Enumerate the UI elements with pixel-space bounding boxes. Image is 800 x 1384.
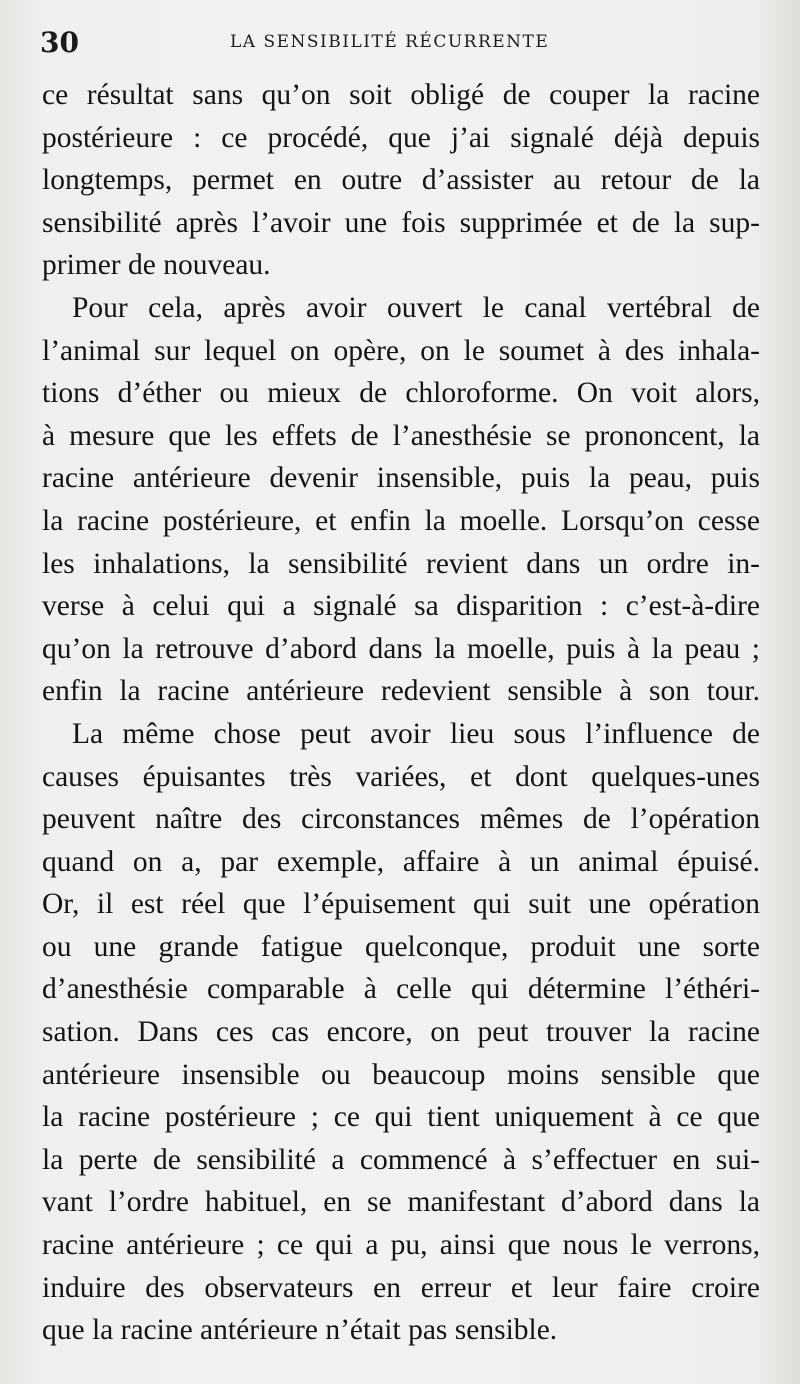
- text-line: vant l’ordre habituel, en se manifestant d’abord dans la: [42, 1186, 760, 1219]
- text-line: causes épuisantes très variées, et dont quelques-unes: [42, 760, 760, 793]
- text-line: Pour cela, après avoir ouvert le canal vertébral de: [72, 291, 760, 324]
- text-line: longtemps, permet en outre d’assister au retour de la: [42, 164, 760, 197]
- text-line: La même chose peut avoir lieu sous l’influence de: [72, 717, 760, 750]
- text-line: à mesure que les effets de l’anesthésie se prononcent, la: [42, 419, 760, 452]
- text-line: Or, il est réel que l’épuisement qui suit une opération: [42, 888, 760, 921]
- text-line: postérieure : ce procédé, que j’ai signalé déjà depuis: [42, 121, 760, 154]
- text-line: la perte de sensibilité a commencé à s’effectuer en sui-: [42, 1143, 760, 1176]
- text-line: enfin la racine antérieure redevient sensible à son tour.: [42, 675, 760, 708]
- text-line: les inhalations, la sensibilité revient dans un ordre in-: [42, 547, 760, 580]
- body-text: [42, 74, 760, 1352]
- running-head: LA SENSIBILITÉ RÉCURRENTE: [230, 32, 550, 52]
- text-line: racine antérieure ; ce qui a pu, ainsi que nous le verrons,: [42, 1229, 760, 1262]
- text-line: tions d’éther ou mieux de chloroforme. On voit alors,: [42, 377, 760, 410]
- text-line: la racine postérieure ; ce qui tient uniquement à ce que: [42, 1101, 760, 1134]
- page-number: 30: [40, 26, 79, 59]
- text-line: antérieure insensible ou beaucoup moins sensible que: [42, 1058, 760, 1091]
- text-line: sensibilité après l’avoir une fois supprimée et de la sup-: [42, 206, 760, 239]
- page-header: [40, 26, 760, 60]
- text-line: d’anesthésie comparable à celle qui détermine l’éthéri-: [42, 973, 760, 1006]
- text-line: sation. Dans ces cas encore, on peut trouver la racine: [42, 1016, 760, 1049]
- text-line: ou une grande fatigue quelconque, produit une sorte: [42, 930, 760, 963]
- text-line: l’animal sur lequel on opère, on le soumet à des inhala-: [42, 334, 760, 367]
- text-line: qu’on la retrouve d’abord dans la moelle, puis à la peau ;: [42, 632, 760, 665]
- text-line: la racine postérieure, et enfin la moelle. Lorsqu’on cesse: [42, 504, 760, 537]
- text-line: primer de nouveau.: [42, 249, 271, 282]
- text-line: ce résultat sans qu’on soit obligé de couper la racine: [42, 79, 760, 111]
- text-line: que la racine antérieure n’était pas sensible.: [42, 1314, 558, 1347]
- text-line: verse à celui qui a signalé sa disparition : c’est-à-dire: [42, 590, 760, 623]
- text-line: induire des observateurs en erreur et leur faire croire: [42, 1271, 760, 1304]
- text-line: quand on a, par exemple, affaire à un animal épuisé.: [42, 845, 760, 878]
- text-line: peuvent naître des circonstances mêmes de l’opération: [42, 803, 760, 836]
- text-line: racine antérieure devenir insensible, puis la peau, puis: [42, 462, 760, 495]
